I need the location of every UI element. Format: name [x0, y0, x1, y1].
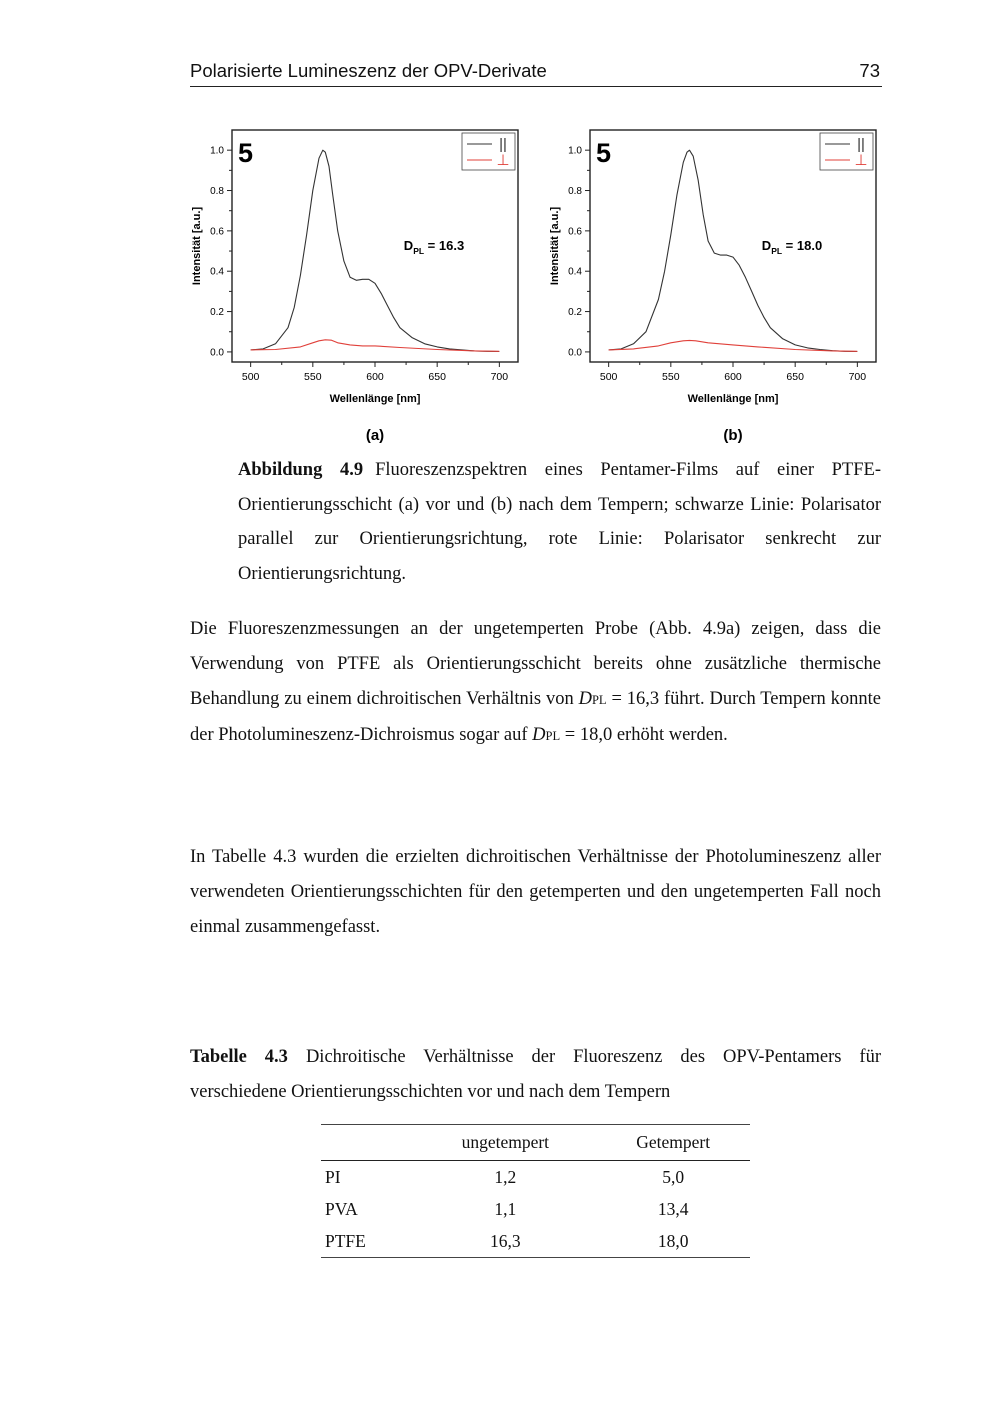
- legend-entry: ⊥: [854, 152, 868, 169]
- dpl-annotation: [762, 238, 822, 256]
- y-tick-label: 0.4: [568, 266, 582, 278]
- chart-a: [186, 122, 526, 442]
- dpl-annotation-letter: D: [403, 238, 414, 253]
- panel-label: (a): [365, 427, 385, 444]
- x-tick-label: 550: [662, 371, 680, 383]
- legend-entry: ⊥: [496, 152, 510, 169]
- figure-caption-text: Fluoreszenzspektren eines Pentamer-Films auf einer PTFE-Orientierungsschicht (a) vor und (b) nach dem Tempern; schwarze Linie: Polarisator parallel zur Orientierungsrichtung, rote Linie: Polarisator senkrecht zur Orientierungsrichtung.: [238, 460, 881, 585]
- legend-entry: ||: [857, 136, 865, 153]
- y-tick-label: 0.2: [210, 307, 224, 319]
- table-row: [321, 1193, 750, 1225]
- dpl-annotation: [404, 238, 464, 256]
- dpl-annotation-value: = 16.3: [424, 238, 465, 253]
- y-tick-label: 0.0: [568, 347, 582, 359]
- table-row: [321, 1161, 750, 1194]
- y-tick-label: 0.8: [210, 186, 224, 198]
- data-table: [321, 1124, 750, 1258]
- table-header-row: [321, 1125, 750, 1161]
- x-axis-label: Wellenlänge [nm]: [687, 393, 779, 405]
- body-paragraph-2: In Tabelle 4.3 wurden die erzielten dichroitischen Verhältnisse der Photolumineszenz aller verwendeten Orientierungsschichten für den getemperten und den ungetemperten Fall noch einmal zusammengefasst.: [190, 847, 881, 937]
- para1-value-2: = 18,0: [560, 725, 613, 745]
- table-caption-label: Tabelle 4.3: [190, 1047, 288, 1067]
- figure-panel-b: [544, 122, 884, 442]
- table-caption-text: Dichroitische Verhältnisse der Fluoreszenz des OPV-Pentamers für verschiedene Orientierungsschichten vor und nach dem Tempern: [190, 1047, 881, 1102]
- figure-panel-a: [186, 122, 526, 442]
- y-tick-label: 0.4: [210, 266, 224, 278]
- table-cell: PVA: [325, 1198, 358, 1219]
- panel-corner-label: 5: [238, 138, 254, 168]
- dpl-annotation-subscript: PL: [771, 246, 783, 256]
- legend-entry: ||: [499, 136, 507, 153]
- panel-corner-label: 5: [596, 138, 612, 168]
- para1-text-b: führt. Durch Tempern konnte der Photolumineszenz-Dichroismus sogar auf: [190, 689, 881, 745]
- table-cell: PI: [325, 1166, 341, 1187]
- x-axis-label: Wellenlänge [nm]: [329, 393, 421, 405]
- dpl-subscript-2: PL: [545, 729, 561, 743]
- y-axis-label: Intensität [a.u.]: [549, 206, 561, 286]
- figure-caption: [238, 453, 881, 592]
- y-tick-label: 1.0: [210, 145, 224, 157]
- dpl-subscript-1: PL: [591, 693, 607, 707]
- x-tick-label: 650: [428, 371, 446, 383]
- y-tick-label: 0.2: [568, 307, 582, 319]
- dpl-letter-1: D: [578, 689, 592, 709]
- x-tick-label: 500: [241, 371, 260, 383]
- y-axis-label: Intensität [a.u.]: [191, 206, 203, 286]
- para1-text-c: erhöht werden.: [612, 725, 728, 745]
- x-tick-label: 600: [366, 371, 384, 383]
- figure-caption-label: Abbildung 4.9: [238, 460, 364, 480]
- x-tick-label: 500: [599, 371, 618, 383]
- y-tick-label: 0.6: [210, 226, 224, 238]
- dpl-letter-2: D: [532, 725, 546, 745]
- dpl-symbol-2: [532, 725, 560, 745]
- x-tick-label: 700: [848, 371, 867, 383]
- dpl-annotation-value: = 18.0: [782, 238, 823, 253]
- dpl-symbol-1: [579, 689, 607, 709]
- page-number: 73: [859, 60, 880, 81]
- y-tick-label: 0.0: [210, 347, 224, 359]
- table-cell: 13,4: [657, 1198, 689, 1219]
- table-header-cell: ungetempert: [414, 1125, 596, 1161]
- table-caption: [190, 1040, 881, 1110]
- dpl-annotation-subscript: PL: [413, 246, 425, 256]
- table-cell: 1,1: [494, 1198, 517, 1219]
- panel-label: (b): [723, 427, 743, 444]
- para1-value-1: = 16,3: [606, 689, 660, 709]
- y-tick-label: 0.6: [568, 226, 582, 238]
- table-cell: 18,0: [596, 1225, 750, 1258]
- dpl-annotation-letter: D: [761, 238, 772, 253]
- x-tick-label: 600: [724, 371, 742, 383]
- table-cell: 5,0: [662, 1166, 685, 1187]
- chart-b: [544, 122, 884, 442]
- y-tick-label: 1.0: [568, 145, 582, 157]
- table-cell: 1,2: [494, 1166, 517, 1187]
- running-head-title: Polarisierte Lumineszenz der OPV-Derivate: [190, 60, 547, 81]
- x-tick-label: 650: [786, 371, 804, 383]
- table-row: [321, 1225, 750, 1258]
- para1-text-a: Die Fluoreszenzmessungen an der ungetemperten Probe (Abb. 4.9a) zeigen, dass die Verwendung von PTFE als Orientierungsschicht bereits ohne zusätzliche thermische Behandlung zu einem dichroitischen Verhältnis von: [190, 619, 881, 709]
- running-head: [190, 60, 882, 87]
- table-header-cell: [321, 1125, 414, 1161]
- x-tick-label: 700: [490, 371, 509, 383]
- table-header-cell: Getempert: [596, 1125, 750, 1161]
- x-tick-label: 550: [304, 371, 322, 383]
- y-tick-label: 0.8: [568, 186, 582, 198]
- table-cell: 16,3: [414, 1225, 596, 1258]
- table-cell: PTFE: [321, 1225, 414, 1258]
- body-paragraph-1: [190, 612, 881, 754]
